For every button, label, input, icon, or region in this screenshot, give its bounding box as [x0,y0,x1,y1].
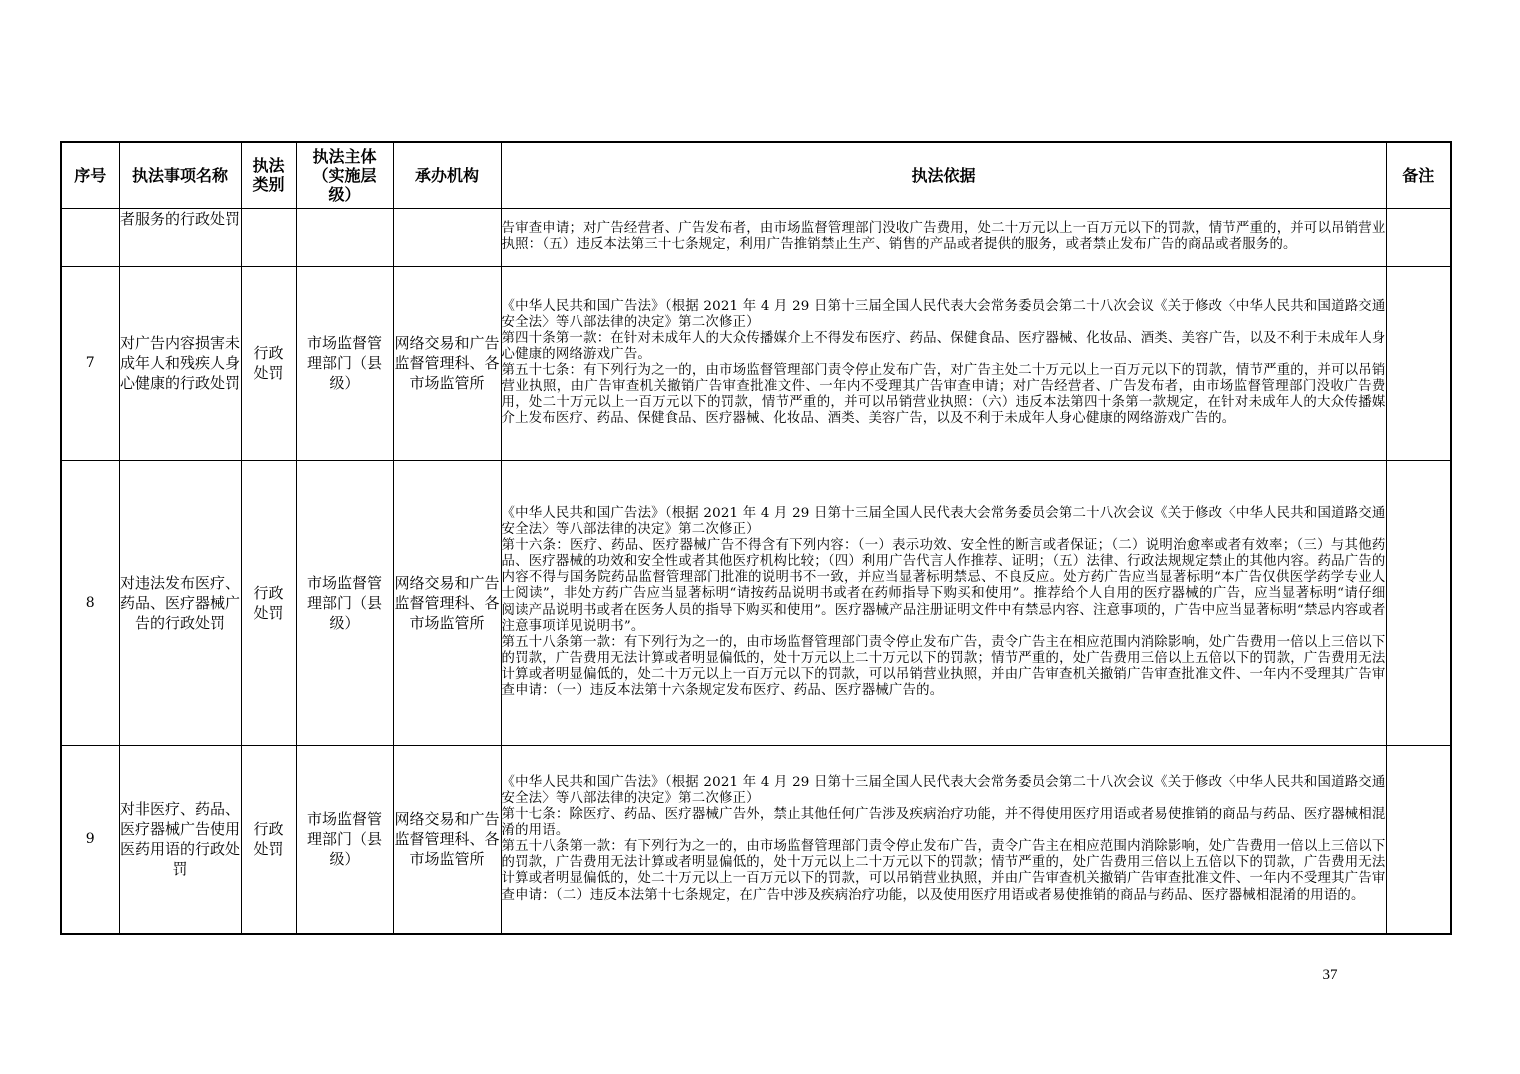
basis-paragraph: 第五十七条：有下列行为之一的，由市场监督管理部门责令停止发布广告，对广告主处二十万元以上一百万元以下的罚款，情节严重的，并可以吊销营业执照，由广告审查机关撤销广告审查批准文件、一年内不受理其广告审查申请；对广告经营者、广告发布者，由市场监督管理部门没收广告费用，处二十万元以上一百万元以下的罚款，情节严重的，并可以吊销营业执照：（六）违反本法第四十条第一款规定，在针对未成年人的大众传播媒介上发布医疗、药品、保健食品、医疗器械、化妆品、酒类、美容广告，以及不利于未成年人身心健康的网络游戏广告的。 [501,363,1386,427]
header-seq: 序号 [61,142,119,208]
cell-office: 网络交易和广告监督管理科、各市场监管所 [393,266,501,460]
basis-paragraph: 第五十八条第一款：有下列行为之一的，由市场监督管理部门责令停止发布广告，责令广告主在相应范围内消除影响，处广告费用一倍以上三倍以下的罚款，广告费用无法计算或者明显偏低的，处十万元以上二十万元以下的罚款；情节严重的，处广告费用三倍以上五倍以下的罚款，广告费用无法计算或者明显偏低的，处二十万元以上一百万元以下的罚款，可以吊销营业执照，并由广告审查机关撤销广告审查批准文件、一年内不受理其广告审查申请：（一）违反本法第十六条规定发布医疗、药品、医疗器械广告的。 [501,634,1386,698]
basis-paragraph: 告审查申请；对广告经营者、广告发布者，由市场监督管理部门没收广告费用，处二十万元以上一百万元以下的罚款，情节严重的，并可以吊销营业执照：（五）违反本法第三十七条规定，利用广告推销禁止生产、销售的产品或者提供的服务，或者禁止发布广告的商品或者服务的。 [501,220,1386,252]
cell-category [241,208,296,266]
cell-name: 对违法发布医疗、药品、医疗器械广告的行政处罚 [119,460,241,745]
cell-subject: 市场监督管理部门（县级） [296,460,393,745]
cell-subject: 市场监督管理部门（县级） [296,266,393,460]
cell-category: 行政处罚 [241,460,296,745]
basis-paragraph: 第五十八条第一款：有下列行为之一的，由市场监督管理部门责令停止发布广告，责令广告主在相应范围内消除影响，处广告费用一倍以上三倍以下的罚款，广告费用无法计算或者明显偏低的，处十万元以上二十万元以下的罚款；情节严重的，处广告费用三倍以上五倍以下的罚款，广告费用无法计算或者明显偏低的，处二十万元以上一百万元以下的罚款，可以吊销营业执照，并由广告审查机关撤销广告审查批准文件、一年内不受理其广告审查申请：（二）违反本法第十七条规定，在广告中涉及疾病治疗功能，以及使用医疗用语或者易使推销的商品与药品、医疗器械相混淆的用语的。 [501,839,1386,903]
enforcement-table [60,141,1452,935]
cell-office: 网络交易和广告监督管理科、各市场监管所 [393,745,501,934]
table-row-continued [61,208,1451,266]
basis-paragraph: 第十七条：除医疗、药品、医疗器械广告外，禁止其他任何广告涉及疾病治疗功能，并不得使用医疗用语或者易使推销的商品与药品、医疗器械相混淆的用语。 [501,807,1386,839]
header-category: 执法类别 [241,142,296,208]
header-name: 执法事项名称 [119,142,241,208]
cell-seq: 7 [61,266,119,460]
cell-basis [501,460,1386,745]
table-row [61,460,1451,745]
cell-seq: 9 [61,745,119,934]
cell-subject [296,208,393,266]
cell-basis [501,208,1386,266]
basis-paragraph: 第四十条第一款：在针对未成年人的大众传播媒介上不得发布医疗、药品、保健食品、医疗器械、化妆品、酒类、美容广告，以及不利于未成年人身心健康的网络游戏广告。 [501,330,1386,362]
cell-remarks [1386,208,1451,266]
cell-name: 对非医疗、药品、医疗器械广告使用医药用语的行政处罚 [119,745,241,934]
cell-office [393,208,501,266]
cell-remarks [1386,745,1451,934]
basis-paragraph: 《中华人民共和国广告法》（根据 2021 年 4 月 29 日第十三届全国人民代表大会常务委员会第二十八次会议《关于修改〈中华人民共和国道路交通安全法〉等八部法律的决定》第二次修正） [501,505,1386,538]
basis-paragraph: 《中华人民共和国广告法》（根据 2021 年 4 月 29 日第十三届全国人民代表大会常务委员会第二十八次会议《关于修改〈中华人民共和国道路交通安全法〉等八部法律的决定》第二次修正） [501,298,1386,330]
header-remarks: 备注 [1386,142,1451,208]
cell-remarks [1386,460,1451,745]
cell-seq [61,208,119,266]
header-basis: 执法依据 [501,142,1386,208]
cell-basis [501,745,1386,934]
page-number: 37 [1322,967,1338,983]
cell-remarks [1386,266,1451,460]
cell-category: 行政处罚 [241,745,296,934]
cell-name: 者服务的行政处罚 [119,208,241,266]
cell-category: 行政处罚 [241,266,296,460]
cell-basis [501,266,1386,460]
table-row [61,266,1451,460]
basis-paragraph: 第十六条：医疗、药品、医疗器械广告不得含有下列内容：（一）表示功效、安全性的断言或者保证；（二）说明治愈率或者有效率；（三）与其他药品、医疗器械的功效和安全性或者其他医疗机构比较；（四）利用广告代言人作推荐、证明；（五）法律、行政法规规定禁止的其他内容。药品广告的内容不得与国务院药品监督管理部门批准的说明书不一致，并应当显著标明禁忌、不良反应。处方药广告应当显著标明“本广告仅供医学药学专业人士阅读”，非处方药广告应当显著标明“请按药品说明书或者在药师指导下购买和使用”。推荐给个人自用的医疗器械的广告，应当显著标明“请仔细阅读产品说明书或者在医务人员的指导下购买和使用”。医疗器械产品注册证明文件中有禁忌内容、注意事项的，广告中应当显著标明“禁忌内容或者注意事项详见说明书”。 [501,538,1386,634]
header-subject: 执法主体（实施层级） [296,142,393,208]
table-row [61,745,1451,934]
cell-subject: 市场监督管理部门（县级） [296,745,393,934]
table-header-row [61,142,1451,208]
cell-name: 对广告内容损害未成年人和残疾人身心健康的行政处罚 [119,266,241,460]
cell-office: 网络交易和广告监督管理科、各市场监管所 [393,460,501,745]
header-office: 承办机构 [393,142,501,208]
basis-paragraph: 《中华人民共和国广告法》（根据 2021 年 4 月 29 日第十三届全国人民代表大会常务委员会第二十八次会议《关于修改〈中华人民共和国道路交通安全法〉等八部法律的决定》第二次修正） [501,774,1386,806]
cell-seq: 8 [61,460,119,745]
